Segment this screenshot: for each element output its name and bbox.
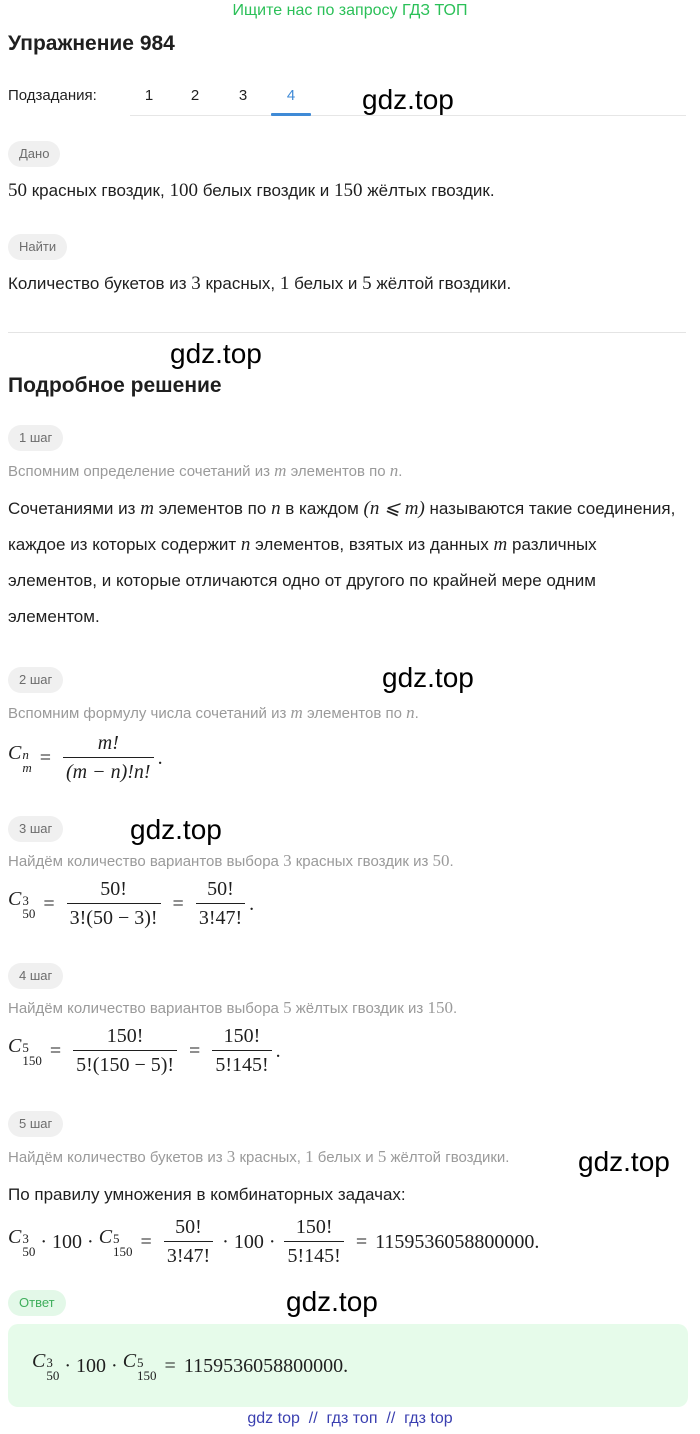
step-2-pill: 2 шаг xyxy=(8,667,63,693)
solution-title: Подробное решение xyxy=(8,374,222,397)
subtasks-label: Подзадания: xyxy=(8,87,97,104)
step-2-hint: Вспомним формулу числа сочетаний из m элементов по n. xyxy=(8,703,419,722)
step-3-hint: Найдём количество вариантов выбора 3 красных гвоздик из 50. xyxy=(8,851,454,870)
answer-pill: Ответ xyxy=(8,1290,66,1316)
watermark: gdz.top xyxy=(382,662,474,693)
given-pill: Дано xyxy=(8,141,60,167)
answer-formula: C 3 50 · 100 · C 5 150 = 1159536058800000 . xyxy=(32,1350,349,1383)
step-3-formula: C 3 50 = $\frac{50!}{3!(50 - 3)!}$ = $\frac{50!}{3!47!}$ . xyxy=(8,878,255,929)
step-1-hint: Вспомним определение сочетаний из m элементов по n. xyxy=(8,461,403,480)
watermark: gdz.top xyxy=(286,1286,378,1317)
tab-subtask-3[interactable]: 3 xyxy=(238,87,248,104)
watermark: gdz.top xyxy=(578,1146,670,1177)
page-title: Упражнение 984 xyxy=(8,32,175,55)
watermark: gdz.top xyxy=(130,814,222,845)
step-5-hint: Найдём количество букетов из 3 красных, 1 белых и 5 жёлтой гвоздики. xyxy=(8,1147,510,1166)
tab-subtask-4[interactable]: 4 xyxy=(286,87,296,104)
step-4-pill: 4 шаг xyxy=(8,963,63,989)
search-banner[interactable]: Ищите нас по запросу ГДЗ ТОП xyxy=(232,2,468,19)
step-4-formula: C 5 150 = $\frac{150!}{5!(150 - 5)!}$ = $\frac{150!}{5!145!}$ . xyxy=(8,1025,281,1076)
step-5-pill: 5 шаг xyxy=(8,1111,63,1137)
find-pill: Найти xyxy=(8,234,67,260)
step-3-pill: 3 шаг xyxy=(8,816,63,842)
active-tab-indicator xyxy=(271,113,311,116)
find-text: Количество букетов из 3 красных, 1 белых и 5 жёлтой гвоздики. xyxy=(8,273,512,294)
step-1-definition: Сочетаниями из m элементов по n в каждом (n ⩽ m) называются такие соединения, каждое из которых содержит n элементов, взятых из данных m различных элементов, и которые отличаются одно от другого по крайней мере одним элементом. xyxy=(8,498,676,626)
given-text: 50 красных гвоздик, 100 белых гвоздик и 150 жёлтых гвоздик. xyxy=(8,180,495,201)
step-1-pill: 1 шаг xyxy=(8,425,63,451)
step-5-rule: По правилу умножения в комбинаторных задачах: xyxy=(8,1185,406,1204)
tab-subtask-2[interactable]: 2 xyxy=(190,87,200,104)
section-divider xyxy=(8,332,686,333)
watermark: gdz.top xyxy=(170,338,262,369)
step-2-formula: C n m = $\frac{m!}{(m - n)!n!}$ . xyxy=(8,732,163,783)
step-5-formula: C 3 50 · 100 · C 5 150 = $\frac{50!}{3!47!}$ · 100 · $\frac{150!}{5!145!}$ = 1159536058800000 . xyxy=(8,1216,540,1267)
watermark: gdz.top xyxy=(362,84,454,115)
step-4-hint: Найдём количество вариантов выбора 5 жёлтых гвоздик из 150. xyxy=(8,998,458,1017)
tab-subtask-1[interactable]: 1 xyxy=(144,87,154,104)
footer-links[interactable]: gdz top // гдз топ // гдз top xyxy=(247,1410,453,1427)
